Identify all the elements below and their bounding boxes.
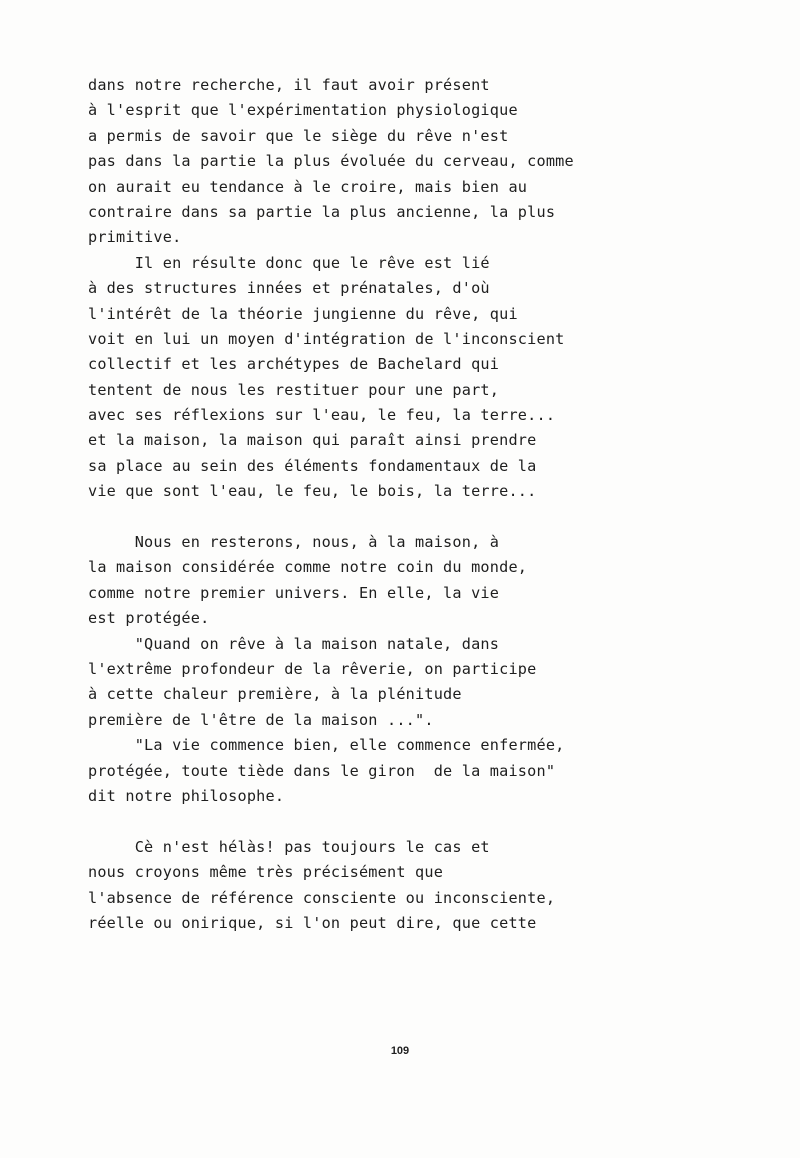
paragraph-gap [88,809,788,834]
text-line: à des structures innées et prénatales, d'où [88,279,490,298]
text-line: tentent de nous les restituer pour une part, [88,380,500,399]
text-line: réelle ou onirique, si l'on peut dire, que cette [88,913,537,932]
text-line: première de l'être de la maison ...". [88,710,434,729]
paragraph-gap [88,505,788,530]
text-line: est protégée. [88,609,210,628]
text-line: pas dans la partie la plus évoluée du cerveau, comme [88,152,574,171]
text-line: la maison considérée comme notre coin du monde, [88,558,528,577]
text-line: nous croyons même très précisément que [88,863,444,882]
text-line: à l'esprit que l'expérimentation physiologique [88,101,518,120]
text-line: a permis de savoir que le siège du rêve n'est [88,126,509,145]
text-line: protégée, toute tiède dans le giron de la maison" [88,761,556,780]
text-line: sa place au sein des éléments fondamentaux de la [88,456,537,475]
text-line: collectif et les archétypes de Bachelard qui [88,355,500,374]
text-line: "Quand on rêve à la maison natale, dans [88,634,500,653]
text-line: vie que sont l'eau, le feu, le bois, la terre... [88,482,537,501]
text-line: contraire dans sa partie la plus ancienne, la plus [88,202,556,221]
text-line: dans notre recherche, il faut avoir présent [88,76,490,94]
text-line: et la maison, la maison qui paraît ainsi prendre [88,431,537,450]
text-line: à cette chaleur première, à la plénitude [88,685,462,704]
text-line: l'extrême profondeur de la rêverie, on participe [88,659,537,678]
text-line: dit notre philosophe. [88,786,285,805]
text-line: l'absence de référence consciente ou inconsciente, [88,888,556,907]
page-number: 109 [390,1045,410,1057]
text-line: l'intérêt de la théorie jungienne du rêve, qui [88,304,518,323]
text-line: Nous en resterons, nous, à la maison, à [88,533,500,552]
body-text [88,73,788,936]
text-line: Il en résulte donc que le rêve est lié [88,253,490,272]
text-line: voit en lui un moyen d'intégration de l'inconscient [88,329,565,348]
text-line: avec ses réflexions sur l'eau, le feu, la terre... [88,406,556,425]
text-line: "La vie commence bien, elle commence enfermée, [88,736,565,755]
text-line: Cè n'est hélàs! pas toujours le cas et [88,837,490,856]
text-line: primitive. [88,228,182,247]
text-line: comme notre premier univers. En elle, la vie [88,583,500,602]
text-line: on aurait eu tendance à le croire, mais bien au [88,177,528,196]
